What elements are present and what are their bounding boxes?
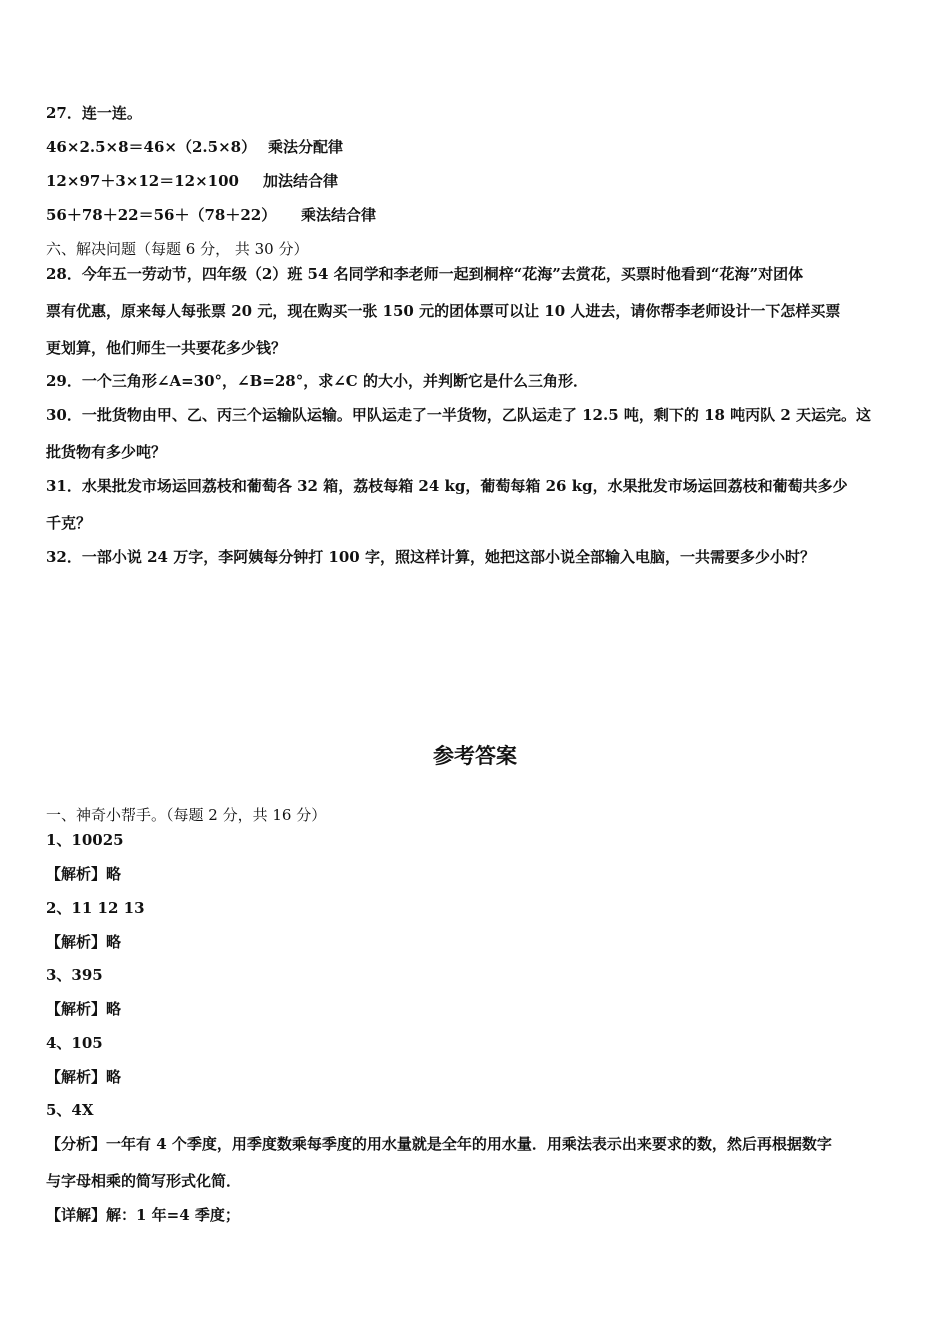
answer-5-detail: 【详解】解：1 年=4 季度；: [46, 1206, 240, 1224]
q27-row-1: [46, 137, 343, 157]
q31-line-1: 31．水果批发市场运回荔枝和葡萄各 32 箱，荔枝每箱 24 kg，葡萄每箱 26 kg，水果批发市场运回荔枝和葡萄共多少: [46, 477, 848, 495]
answer-3-note: 【解析】略: [46, 1000, 122, 1018]
answer-2-note: 【解析】略: [46, 933, 122, 951]
q29-line-1: 29．一个三角形∠A=30°，∠B=28°，求∠C 的大小，并判断它是什么三角形．: [46, 372, 588, 390]
q31-line-2: 千克？: [46, 514, 92, 532]
answer-1-note: 【解析】略: [46, 865, 122, 883]
q27-title: 27．连一连。: [46, 104, 142, 122]
answers-title: 参考答案: [433, 744, 517, 768]
answer-5-analysis-1: 【分析】一年有 4 个季度，用季度数乘每季度的用水量就是全年的用水量．用乘法表示出来要求的数，然后再根据数字: [46, 1135, 832, 1153]
q27-row-2: [46, 171, 338, 191]
answer-5-analysis-2: 与字母相乘的简写形式化简．: [46, 1172, 242, 1190]
q28-line-2: 票有优惠，原来每人每张票 20 元，现在购买一张 150 元的团体票可以让 10 人进去，请你帮李老师设计一下怎样买票: [46, 302, 841, 320]
q28-line-1: 28．今年五一劳动节，四年级（2）班 54 名同学和李老师一起到桐梓“花海”去赏花，买票时他看到“花海”对团体: [46, 265, 804, 283]
section6-heading: 六、解决问题（每题 6 分， 共 30 分）: [46, 240, 309, 258]
q27-expr-1: 46×2.5×8＝46×（2.5×8）: [46, 138, 257, 156]
q30-line-2: 批货物有多少吨？: [46, 443, 167, 461]
answer-1: 1、10025: [46, 831, 124, 849]
q27-law-2: 加法结合律: [263, 172, 339, 190]
answer-4: 4、105: [46, 1034, 103, 1052]
answer-4-note: 【解析】略: [46, 1068, 122, 1086]
answer-3: 3、395: [46, 966, 103, 984]
q32-line-1: 32．一部小说 24 万字，李阿姨每分钟打 100 字，照这样计算，她把这部小说全部输入电脑，一共需要多少小时？: [46, 548, 815, 566]
q27-expr-2: 12×97＋3×12＝12×100: [46, 172, 239, 190]
q28-line-3: 更划算，他们师生一共要花多少钱？: [46, 339, 287, 357]
q27-expr-3: 56＋78＋22＝56＋（78＋22）: [46, 206, 277, 224]
answer-2: 2、11 12 13: [46, 899, 145, 917]
answers-section-1: 一、神奇小帮手。（每题 2 分，共 16 分）: [46, 806, 327, 824]
q27-row-3: [46, 205, 376, 225]
q27-law-1: 乘法分配律: [268, 138, 344, 156]
q30-line-1: 30．一批货物由甲、乙、丙三个运输队运输。甲队运走了一半货物，乙队运走了 12.5 吨，剩下的 18 吨丙队 2 天运完。这: [46, 406, 872, 424]
q27-law-3: 乘法结合律: [301, 206, 377, 224]
answer-5: 5、4X: [46, 1101, 94, 1119]
